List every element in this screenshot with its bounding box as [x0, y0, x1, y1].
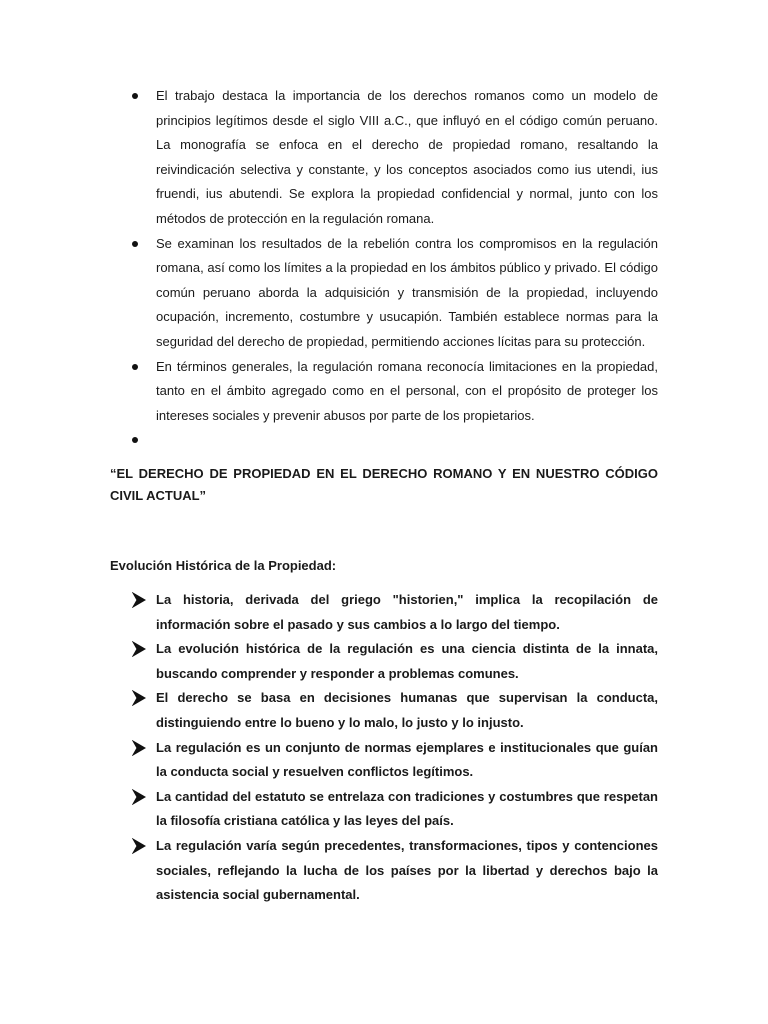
- arrow-bullet-icon: [132, 838, 146, 854]
- arrow-item-text: La evolución histórica de la regulación es una ciencia distinta de la innata, buscando comprender y responder a problemas comunes.: [156, 641, 658, 681]
- bullet-text: En términos generales, la regulación romana reconocía limitaciones en la propiedad, tanto en el ámbito agregado como en el personal, con el propósito de proteger los intereses sociales y prevenir abusos por parte de los propietarios.: [156, 358, 658, 423]
- section-subheading: Evolución Histórica de la Propiedad:: [110, 558, 337, 573]
- arrow-bullet-icon: [132, 690, 146, 706]
- section-heading: “EL DERECHO DE PROPIEDAD EN EL DERECHO ROMANO Y EN NUESTRO CÓDIGO CIVIL ACTUAL”: [110, 466, 658, 503]
- list-item: [110, 686, 658, 735]
- list-item: [110, 355, 658, 429]
- arrow-bullet-icon: [132, 789, 146, 805]
- bullet-dot-icon: [132, 93, 138, 99]
- summary-bullet-list: [110, 84, 658, 453]
- arrow-item-text: La regulación es un conjunto de normas ejemplares e institucionales que guían la conducta social y resuelven conflictos legítimos.: [156, 739, 658, 780]
- list-item: [110, 428, 658, 453]
- list-item: [110, 736, 658, 785]
- arrow-item-text: La cantidad del estatuto se entrelaza con tradiciones y costumbres que respetan la filosofía cristiana católica y las leyes del país.: [156, 788, 658, 829]
- list-item: [110, 84, 658, 232]
- bullet-dot-icon: [132, 241, 138, 247]
- list-item: [110, 232, 658, 355]
- bullet-dot-icon: [132, 437, 138, 443]
- list-item: [110, 588, 658, 637]
- bullet-text: El trabajo destaca la importancia de los derechos romanos como un modelo de principios legítimos desde el siglo VIII a.C., que influyó en el código común peruano. La monografía se enfoca en el derecho de propiedad romano, resaltando la reivindicación selectiva y constante, y los conceptos asociados como ius utendi, ius fruendi, ius abutendi. Se explora la propiedad confidencial y normal, junto con los métodos de protección en la regulación romana.: [156, 88, 658, 226]
- list-item: [110, 637, 658, 686]
- bullet-dot-icon: [132, 364, 138, 370]
- bullet-text: Se examinan los resultados de la rebelión contra los compromisos en la regulación romana, así como los límites a la propiedad en los ámbitos público y privado. El código común peruano aborda la adquisición y transmisión de la propiedad, incluyendo ocupación, incremento, costumbre y usucapión. También establece normas para la seguridad del derecho de propiedad, permitiendo acciones lícitas para su protección.: [156, 235, 658, 349]
- list-item: [110, 785, 658, 834]
- arrow-item-text: La historia, derivada del griego "historien," implica la recopilación de información sobre el pasado y sus cambios a lo largo del tiempo.: [156, 592, 658, 632]
- arrow-item-text: El derecho se basa en decisiones humanas que supervisan la conducta, distinguiendo entre lo bueno y lo malo, lo justo y lo injusto.: [156, 690, 658, 730]
- arrow-bullet-list: [110, 588, 658, 908]
- arrow-item-text: La regulación varía según precedentes, transformaciones, tipos y contenciones sociales, reflejando la lucha de los países por la libertad y derechos bajo la asistencia social gubernamental.: [156, 837, 658, 903]
- arrow-bullet-icon: [132, 740, 146, 756]
- arrow-bullet-icon: [132, 641, 146, 657]
- arrow-bullet-icon: [132, 592, 146, 608]
- list-item: [110, 834, 658, 908]
